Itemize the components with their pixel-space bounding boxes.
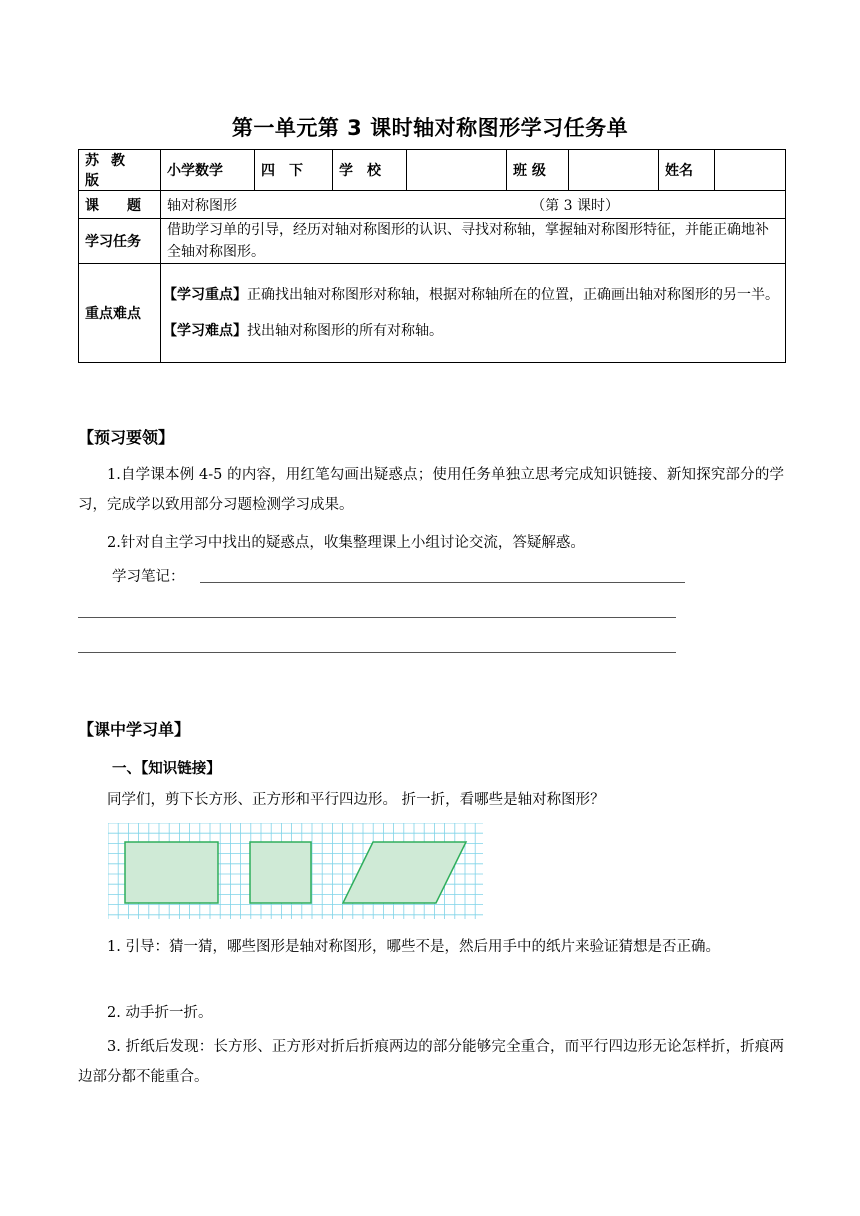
subject-cell: 小学数学 [161, 150, 255, 191]
school-label: 学 校 [333, 150, 407, 191]
school-field[interactable] [407, 150, 507, 191]
key-label: 重点难点 [79, 264, 161, 363]
key-point-tag: 【学习重点】 [163, 287, 247, 303]
intro-text: 同学们，剪下长方形、正方形和平行四边形。 折一折，看哪些是轴对称图形？ [107, 792, 605, 808]
class-label: 班 级 [507, 150, 569, 191]
lesson-cell [161, 191, 786, 219]
class-field[interactable] [569, 150, 659, 191]
lesson-value: 轴对称图形 [167, 197, 237, 214]
key-cell [161, 264, 786, 363]
square-shape [250, 842, 311, 903]
preview-heading: 【预习要领】 [78, 428, 175, 447]
page-title: 第一单元第 3 课时轴对称图形学习任务单 [231, 116, 629, 140]
preview-item-2: 2.针对自主学习中找出的疑惑点，收集整理课上小组讨论交流，答疑解惑。 [107, 535, 585, 551]
task-label: 学习任务 [79, 219, 161, 264]
key-point-text: 正确找出轴对称图形对称轴，根据对称轴所在的位置，正确画出轴对称图形的另一半。 [247, 287, 779, 303]
step-3: 3. 折纸后发现：长方形、正方形对折后折痕两边的部分能够完全重合，而平行四边形无论怎样折，折痕两边部分都不能重合。 [78, 1039, 784, 1085]
step-1: 1. 引导：猜一猜，哪些图形是轴对称图形，哪些不是，然后用手中的纸片来验证猜想是否正确。 [107, 939, 720, 955]
task-value: 借助学习单的引导，经历对轴对称图形的认识、寻找对称轴，掌握轴对称图形特征，并能正确地补全轴对称图形。 [161, 219, 786, 264]
name-field[interactable] [715, 150, 786, 191]
name-label: 姓名 [659, 150, 715, 191]
grade-cell: 四 下 [255, 150, 333, 191]
difficult-text: 找出轴对称图形的所有对称轴。 [247, 323, 443, 339]
parallelogram-shape [343, 842, 466, 903]
knowledge-link-heading: 一、【知识链接】 [112, 761, 221, 777]
lesson-label: 课 题 [79, 191, 161, 219]
info-table [78, 149, 786, 363]
notes-line-2[interactable] [78, 617, 676, 618]
rectangle-shape [125, 842, 218, 903]
shapes-grid-figure [108, 823, 483, 919]
notes-line-1[interactable] [200, 582, 685, 583]
preview-item-1: 1.自学课本例 4-5 的内容，用红笔勾画出疑惑点；使用任务单独立思考完成知识链接、新知探究部分的学习，完成学以致用部分习题检测学习成果。 [78, 467, 784, 513]
difficult-tag: 【学习难点】 [163, 323, 247, 339]
notes-line-3[interactable] [78, 652, 676, 653]
notes-label: 学习笔记： [112, 569, 185, 585]
class-heading: 【课中学习单】 [78, 720, 191, 739]
step-2: 2. 动手折一折。 [107, 1005, 213, 1021]
publisher-cell: 苏教版 [79, 150, 161, 191]
lesson-period: （第 3 课时） [531, 197, 619, 214]
